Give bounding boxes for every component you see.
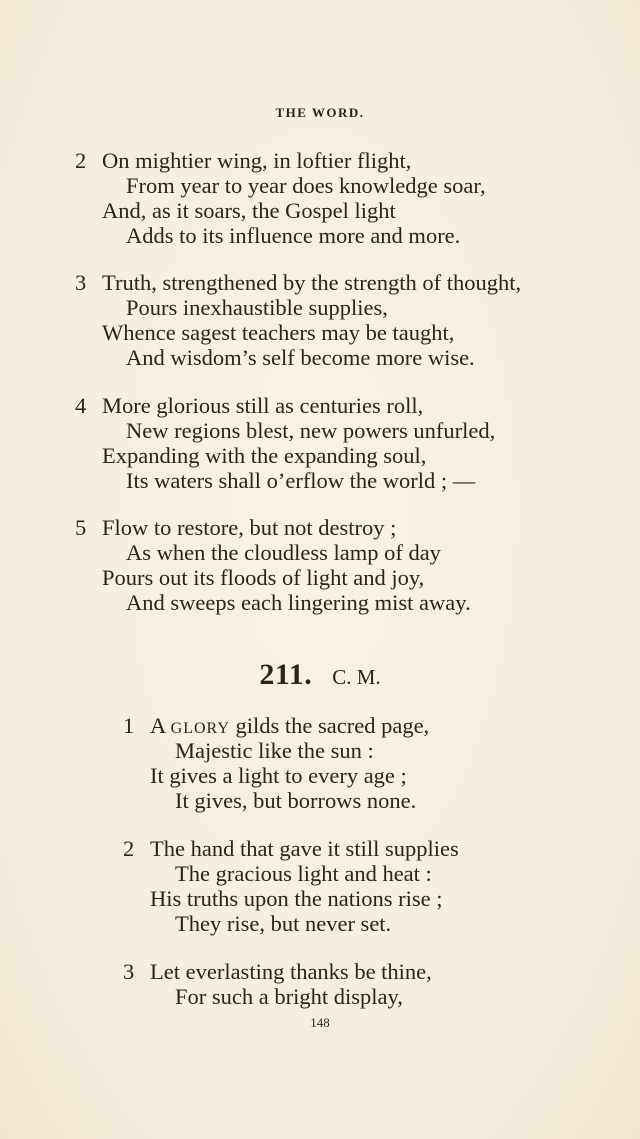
verse-line: Flow to restore, but not destroy ; xyxy=(102,515,397,540)
stanza-number: 3 xyxy=(123,959,135,984)
verse-line: Its waters shall o’erflow the world ; — xyxy=(126,468,476,493)
verse-line: On mightier wing, in loftier flight, xyxy=(102,148,412,173)
stanza-number: 4 xyxy=(75,393,87,418)
verse-line-first xyxy=(150,715,429,738)
hymn-heading xyxy=(0,660,640,690)
verse-line: And sweeps each lingering mist away. xyxy=(126,590,471,615)
running-head: THE WORD. xyxy=(275,105,365,120)
small-caps-word: glory xyxy=(170,713,230,738)
hymn-meter: C. M. xyxy=(332,665,381,689)
verse-line: The hand that gave it still supplies xyxy=(150,836,459,861)
verse-line: Truth, strengthened by the strength of thought, xyxy=(102,270,522,295)
verse-line: His truths upon the nations rise ; xyxy=(150,886,443,911)
stanza-number: 3 xyxy=(75,270,87,295)
verse-line: The gracious light and heat : xyxy=(175,861,432,886)
hymn-number: 211. xyxy=(259,658,313,691)
verse-line: It gives, but borrows none. xyxy=(175,788,417,813)
stanza-number: 2 xyxy=(123,836,135,861)
verse-line: Expanding with the expanding soul, xyxy=(102,443,427,468)
first-line-rest: gilds the sacred page, xyxy=(229,713,430,738)
verse-line: And wisdom’s self become more wise. xyxy=(126,345,475,370)
stanza-number: 5 xyxy=(75,515,87,540)
verse-line: Pours inexhaustible supplies, xyxy=(126,295,388,320)
verse-line: Adds to its influence more and more. xyxy=(126,223,461,248)
verse-line: Majestic like the sun : xyxy=(175,738,374,763)
verse-line: And, as it soars, the Gospel light xyxy=(102,198,396,223)
stanza-number: 2 xyxy=(75,148,87,173)
verse-line: Pours out its floods of light and joy, xyxy=(102,565,425,590)
verse-line: New regions blest, new powers unfurled, xyxy=(126,418,496,443)
verse-line: For such a bright display, xyxy=(175,984,403,1009)
verse-line: More glorious still as centuries roll, xyxy=(102,393,424,418)
verse-line: Whence sagest teachers may be taught, xyxy=(102,320,455,345)
verse-line: It gives a light to every age ; xyxy=(150,763,407,788)
first-word: A xyxy=(150,713,166,738)
page-number: 148 xyxy=(310,1015,330,1030)
verse-line: Let everlasting thanks be thine, xyxy=(150,959,432,984)
stanza-number: 1 xyxy=(123,713,135,738)
verse-line: They rise, but never set. xyxy=(175,911,392,936)
verse-line: From year to year does knowledge soar, xyxy=(126,173,486,198)
verse-line: As when the cloudless lamp of day xyxy=(126,540,441,565)
